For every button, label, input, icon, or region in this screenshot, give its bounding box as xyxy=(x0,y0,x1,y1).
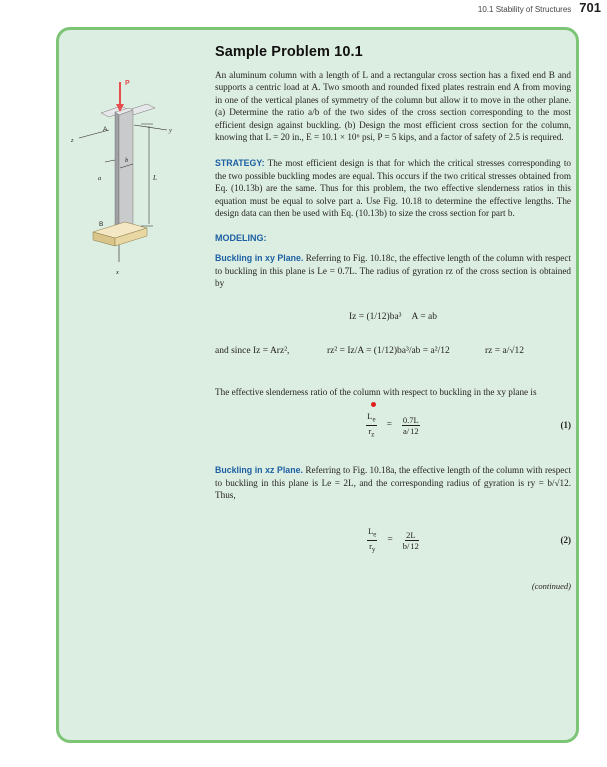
eq1-right-fraction: $\frac{0.7L}{a/12}$ xyxy=(402,414,419,436)
eq2-left-fraction: $\frac{L_e}{r_y}$ xyxy=(368,526,377,554)
since-text: and since Iz = Arz², xyxy=(215,345,290,356)
eq1-left-fraction: $\frac{L_e}{r_z}$ xyxy=(367,410,376,439)
label-b-dim: b xyxy=(125,157,129,164)
column-face xyxy=(119,110,133,235)
label-p: P xyxy=(125,80,130,87)
xy-text: Referring to Fig. 10.18c, the effective length of the column with respect to buckling in this plane is Le = 0.7L. The radius of gyration rz of the cross section is obtained by xyxy=(215,253,572,289)
eq1-label: (1) xyxy=(560,420,571,431)
label-z-axis: z xyxy=(71,137,74,144)
label-x-axis: x xyxy=(116,269,119,276)
eq2-right-fraction: $\frac{2L}{b/12}$ xyxy=(402,529,419,551)
page-number: 701 xyxy=(579,0,601,15)
xz-heading: Buckling in xz Plane. xyxy=(215,465,303,476)
xz-text: Referring to Fig. 10.18a, the effective length of the column with respect to buckling in this plane is Le = 2L, and the corresponding radius of gyration is ry = b/√12. Thus, xyxy=(215,465,571,500)
modeling-heading: MODELING: xyxy=(215,233,267,244)
equation-1: $\frac{L_e}{r_z}$ = $\frac{0.7L}{a/12}$ (1) xyxy=(367,410,571,439)
eq2-label: (2) xyxy=(560,535,571,546)
red-marker-dot xyxy=(371,402,376,407)
eq-rz: rz = a/√12 xyxy=(485,345,525,356)
label-l: L xyxy=(153,174,157,182)
eq-area: A = ab xyxy=(411,311,437,322)
xz-paragraph xyxy=(215,464,571,501)
label-a-dim: a xyxy=(98,175,102,182)
eq-moment-z: Iz = (1/12)ba³ xyxy=(349,311,402,322)
text-column xyxy=(215,44,571,591)
label-y-axis: y xyxy=(169,127,172,134)
xy-heading: Buckling in xy Plane. xyxy=(215,253,304,264)
sample-problem-box xyxy=(56,27,579,743)
label-a-point: A xyxy=(103,126,108,133)
continued-note: (continued) xyxy=(531,581,571,592)
strategy-text: The most efficient design is that for which the critical stresses corresponding to the two possible buckling modes are equal. This occurs if the two critical stresses obtained from Eq. (10.13b) are the same. Thus for this problem, the two effective slenderness ratios in this equation must be equal to solve part a. Use Fig. 10.18 to determine the effective lengths. The design data can then be used with Eq. (10.13b) to size the cross section for part b. xyxy=(215,158,571,219)
column-side xyxy=(115,112,119,235)
problem-statement: An aluminum column with a length of L and a rectangular cross section has a fixed end B and supports a centric load at A. Two smooth and rounded fixed plates restrain end A from moving in one of the vertical planes of symmetry of the column but allow it to move in the other plane. (a) Determine the ratio a/b of the two sides of the cross section corresponding to the most efficient design against buckling. (b) Design the most efficient cross section for the column, knowing that L = 20 in., E = 10.1 × 10⁶ psi, P = 5 kips, and a factor of safety of 2.5 is required. xyxy=(215,70,571,143)
strategy-heading: STRATEGY: xyxy=(215,158,265,169)
eq-rz-squared: rz² = Iz/A = (1/12)ba³/ab = a²/12 xyxy=(327,345,450,356)
slenderness-paragraph: The effective slenderness ratio of the column with respect to buckling in the xy plane is xyxy=(215,386,537,397)
dimension-a xyxy=(105,160,115,162)
y-axis-line xyxy=(134,125,167,130)
equation-2: $\frac{L_e}{r_y}$ = $\frac{2L}{b/12}$ (2) xyxy=(368,526,571,554)
xy-paragraph xyxy=(215,252,571,289)
label-b-point: B xyxy=(99,221,104,228)
running-title: 10.1 Stability of Structures xyxy=(477,5,572,14)
problem-title: Sample Problem 10.1 xyxy=(215,44,363,60)
column-figure xyxy=(59,30,204,330)
running-head xyxy=(478,0,601,14)
moment-area-equations xyxy=(215,312,571,322)
strategy-paragraph xyxy=(215,157,571,219)
radius-gyration-row xyxy=(215,340,571,366)
